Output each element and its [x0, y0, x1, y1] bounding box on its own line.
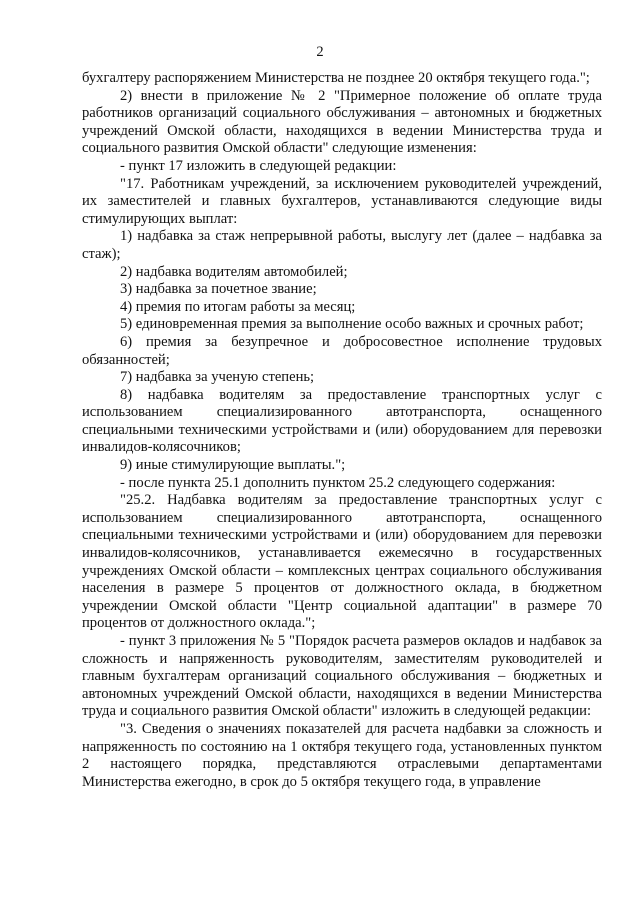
paragraph-continuation: бухгалтеру распоряжением Министерства не позднее 20 октября текущего года."; — [82, 70, 590, 86]
list-item-1: 1) надбавка за стаж непрерывной работы, выслугу лет (далее – надбавка за стаж); — [82, 228, 602, 262]
paragraph-item-25-2-intro: - после пункта 25.1 дополнить пунктом 25.2 следующего содержания: — [120, 474, 556, 491]
document-body — [82, 70, 602, 791]
list-item-9: 9) иные стимулирующие выплаты."; — [120, 457, 346, 474]
list-item-6: 6) премия за безупречное и добросовестное исполнение трудовых обязанностей; — [82, 333, 602, 368]
list-item-2: 2) надбавка водителям автомобилей; — [120, 263, 348, 280]
paragraph-amend-appendix-2: 2) внести в приложение № 2 "Примерное положение об оплате труда работников организаций социального обслуживания – автономных и бюджетных учреждений Омской области, находящихся в ведении Министерства труда и социального развития Омской области" следующие изменения: — [82, 87, 602, 157]
list-item-5: 5) единовременная премия за выполнение особо важных и срочных работ; — [120, 316, 584, 333]
list-item-4: 4) премия по итогам работы за месяц; — [120, 298, 356, 315]
paragraph-item-17-text: "17. Работникам учреждений, за исключением руководителей учреждений, их заместителей и главных бухгалтеров, устанавливаются следующие виды стимулирующих выплат: — [82, 175, 602, 227]
paragraph-item-3-text: "3. Сведения о значениях показателей для расчета надбавки за сложность и напряженность по состоянию на 1 октября текущего года, установленных пунктом 2 настоящего порядка, представляются отраслевыми департаментами Министерства ежегодно, в срок до 5 октября текущего года, в управление — [82, 720, 602, 790]
paragraph-item-17-intro: - пункт 17 изложить в следующей редакции: — [120, 157, 397, 174]
list-item-8: 8) надбавка водителям за предоставление транспортных услуг с использованием специализированного автотранспорта, оснащенного специальными техническими устройствами и (или) оборудованием для перевозки инвалидов-колясочников; — [82, 386, 602, 456]
paragraph-appendix-5-item-3: - пункт 3 приложения № 5 "Порядок расчета размеров окладов и надбавок за сложность и напряженность руководителям, заместителям руководителей и главным бухгалтерам организаций социального обслуживания – бюджетных и автономных учреждений Омской области, находящихся в ведении Министерства труда и социального развития Омской области" изложить в следующей редакции: — [82, 633, 602, 720]
list-item-7: 7) надбавка за ученую степень; — [120, 369, 315, 386]
page-number: 2 — [316, 44, 324, 60]
list-item-3: 3) надбавка за почетное звание; — [120, 281, 317, 298]
paragraph-item-25-2-text: "25.2. Надбавка водителям за предоставление транспортных услуг с использованием специализированного автотранспорта, оснащенного специальными техническими устройствами и (или) оборудованием для перевозки инвалидов-колясочников, устанавливается ежемесячно в государственных учреждениях Омской области – комплексных центрах социального обслуживания населения в размере 5 процентов от должностного оклада, в бюджетном учреждении Омской области "Центр социальной адаптации" в размере 70 процентов от должностного оклада."; — [82, 492, 602, 632]
